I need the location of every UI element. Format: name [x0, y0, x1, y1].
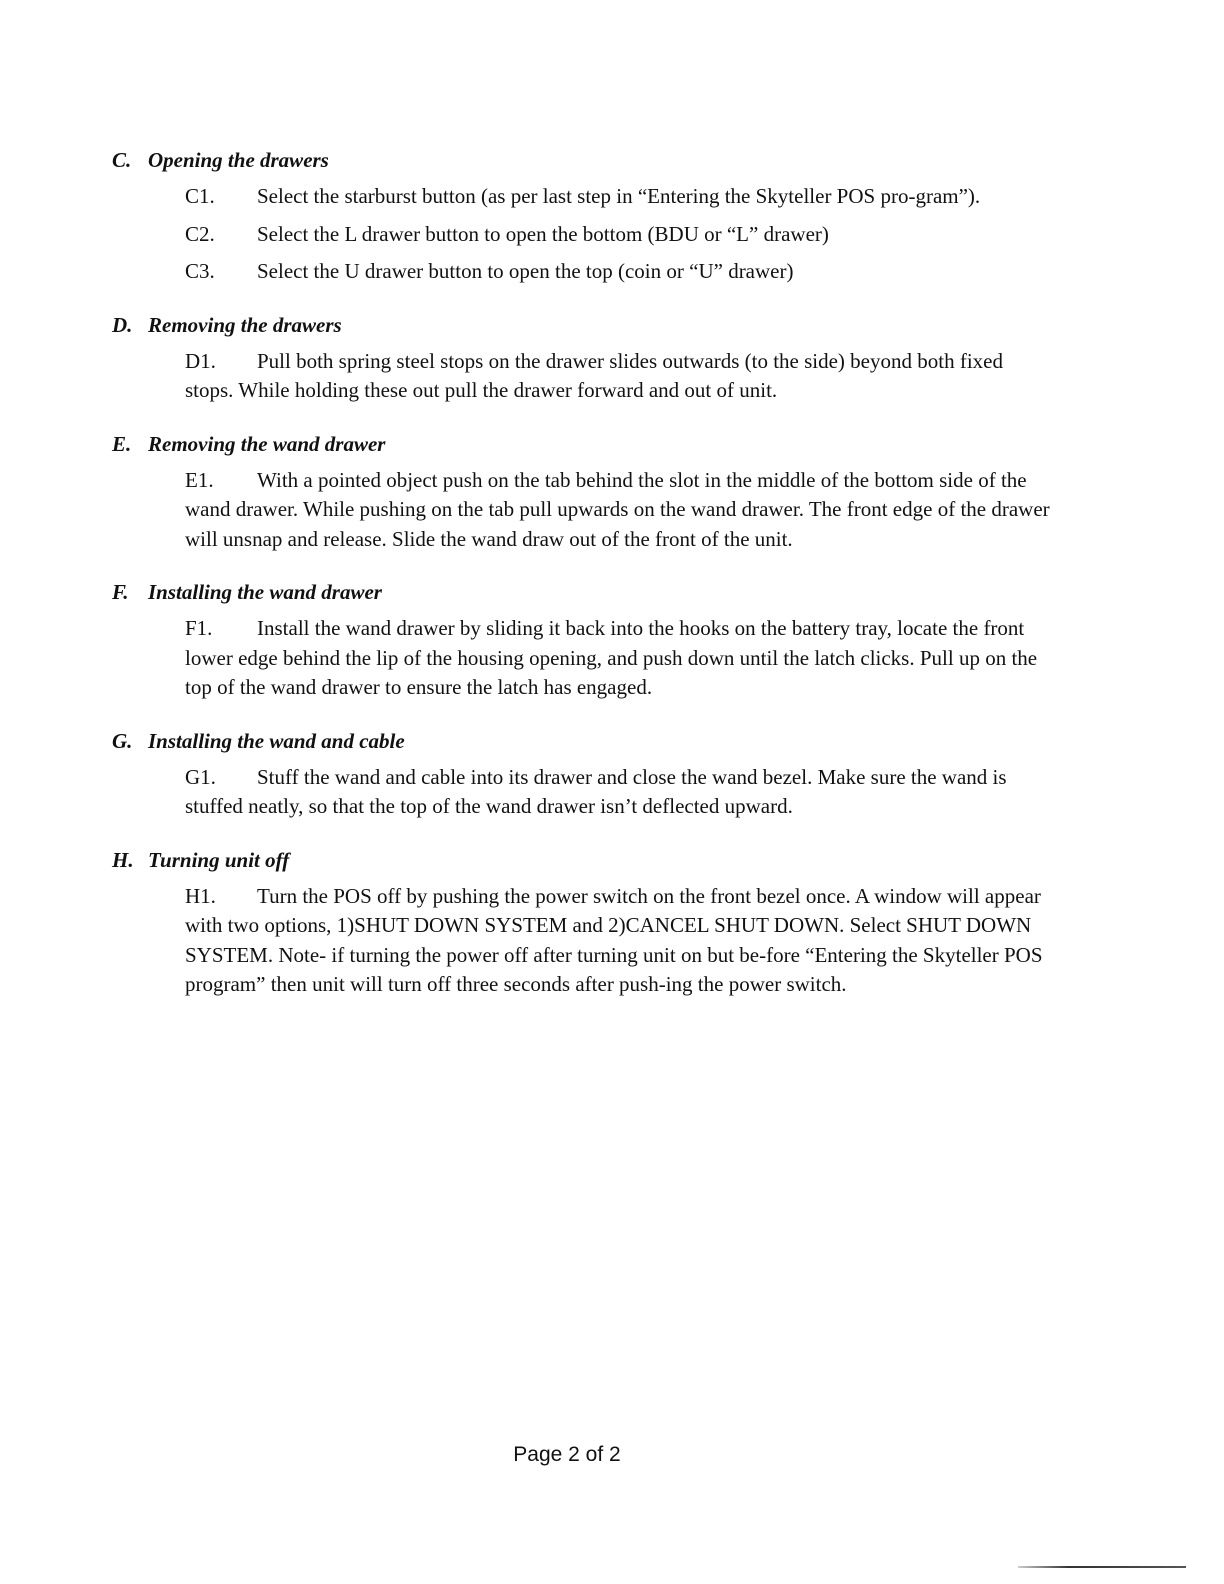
section-installing-wand-cable [112, 727, 1052, 822]
step-item [185, 257, 1052, 287]
section-letter: F. [112, 580, 129, 604]
section-heading [112, 311, 1052, 339]
page-number: Page 2 of 2 [513, 1443, 621, 1466]
section-letter: C. [112, 148, 132, 172]
step-item [185, 347, 1052, 406]
step-item [185, 614, 1052, 703]
section-letter: G. [112, 728, 133, 753]
section-opening-drawers [112, 146, 1052, 287]
scan-edge-mark [1018, 1566, 1186, 1568]
step-label: C1. [185, 184, 215, 208]
step-label: D1. [185, 348, 216, 373]
section-letter: D. [112, 312, 133, 337]
section-heading [112, 578, 1052, 606]
step-label: E1. [185, 467, 214, 492]
step-item [185, 466, 1052, 555]
step-label: C2. [185, 221, 215, 246]
section-title: Removing the wand drawer [148, 431, 386, 456]
step-text: Install the wand drawer by sliding it back into the hooks on the battery tray, locate the front lower edge behind the lip of the housing opening, and push down until the latch clicks. Pull up on the top of the wand drawer to ensure the latch has engaged. [185, 616, 1038, 699]
step-text: Select the L drawer button to open the bottom (BDU or “L” drawer) [257, 221, 829, 246]
step-text: Select the starburst button (as per last step in “Entering the Skyteller POS pro-gram”). [257, 184, 981, 208]
document-body [112, 146, 1052, 1024]
section-letter: H. [112, 847, 134, 872]
step-label: C3. [185, 259, 215, 283]
section-heading [112, 846, 1052, 874]
section-turning-unit-off [112, 846, 1052, 1000]
section-title: Opening the drawers [148, 148, 329, 172]
step-text: Select the U drawer button to open the top (coin or “U” drawer) [257, 259, 794, 283]
section-title: Turning unit off [148, 847, 290, 872]
section-title: Removing the drawers [148, 312, 342, 337]
step-label: H1. [185, 883, 216, 908]
section-letter: E. [112, 431, 132, 456]
section-removing-drawers [112, 311, 1052, 406]
step-text: Stuff the wand and cable into its drawer and close the wand bezel. Make sure the wand is stuffed neatly, so that the top of the wand drawer isn’t deflected upward. [185, 764, 1007, 818]
section-heading [112, 430, 1052, 458]
step-label: F1. [185, 616, 213, 640]
step-item [185, 220, 1052, 250]
section-heading [112, 727, 1052, 755]
section-installing-wand-drawer [112, 578, 1052, 703]
section-title: Installing the wand drawer [148, 580, 382, 604]
section-title: Installing the wand and cable [148, 728, 405, 753]
step-text: Pull both spring steel stops on the drawer slides outwards (to the side) beyond both fixed stops. While holding these out pull the drawer forward and out of unit. [185, 348, 1003, 402]
step-item [185, 182, 1052, 212]
step-item [185, 763, 1052, 822]
step-label: G1. [185, 764, 216, 789]
section-heading [112, 146, 1052, 174]
step-item [185, 882, 1052, 1000]
section-removing-wand-drawer [112, 430, 1052, 555]
step-text: With a pointed object push on the tab behind the slot in the middle of the bottom side of the wand drawer. While pushing on the tab pull upwards on the wand drawer. The front edge of the drawer will unsnap and release. Slide the wand draw out of the front of the unit. [185, 467, 1050, 551]
step-text: Turn the POS off by pushing the power switch on the front bezel once. A window will appear with two options, 1)SHUT DOWN SYSTEM and 2)CANCEL SHUT DOWN. Select SHUT DOWN SYSTEM. Note- if turning the power off after turning unit on but be-fore “Entering the Skyteller POS program” then unit will turn off three seconds after push-ing the power switch. [185, 883, 1043, 996]
